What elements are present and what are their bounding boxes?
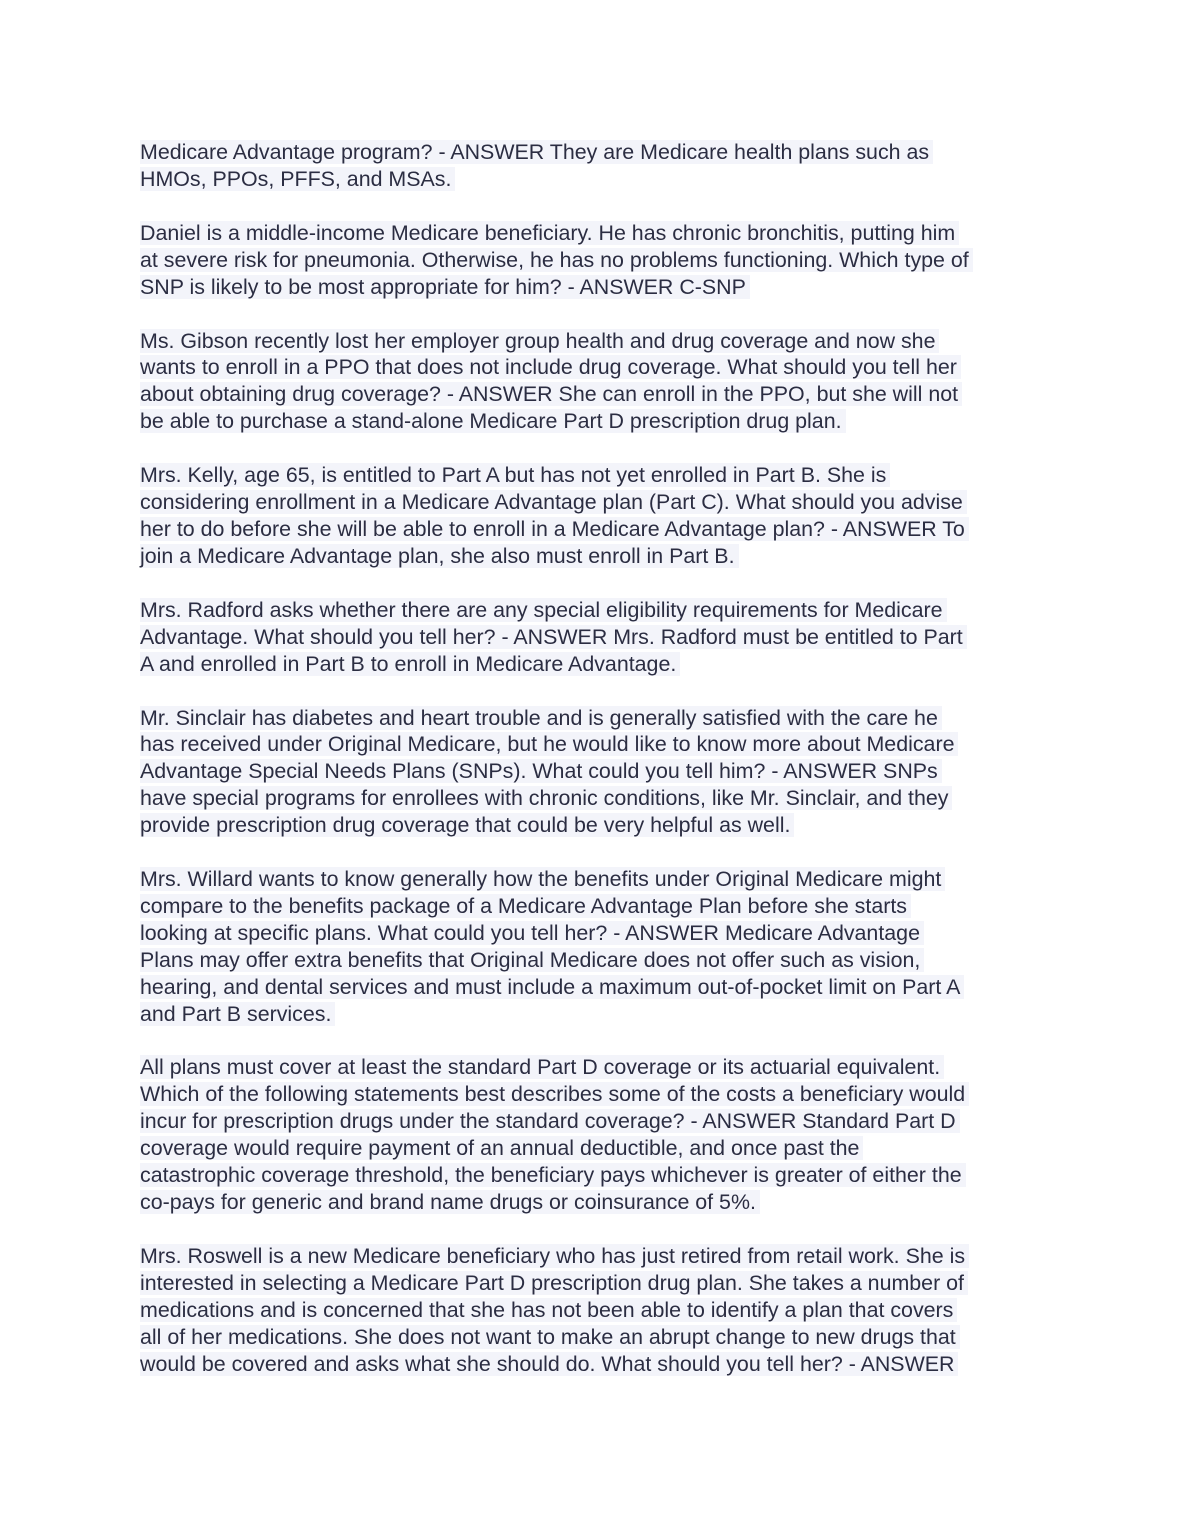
text-line: would be covered and asks what she should do. What should you tell her? - ANSWER — [140, 1352, 958, 1376]
qa-paragraph-9 — [140, 1243, 1048, 1378]
qa-paragraph-8 — [140, 1054, 1048, 1215]
text-line: Ms. Gibson recently lost her employer group health and drug coverage and now she — [140, 329, 939, 353]
text-line: hearing, and dental services and must include a maximum out-of-pocket limit on Part A — [140, 975, 964, 999]
text-line: wants to enroll in a PPO that does not include drug coverage. What should you tell her — [140, 355, 961, 379]
text-line: All plans must cover at least the standard Part D coverage or its actuarial equivalent. — [140, 1055, 944, 1079]
text-line: Mr. Sinclair has diabetes and heart trouble and is generally satisfied with the care he — [140, 706, 942, 730]
text-line: Mrs. Roswell is a new Medicare beneficiary who has just retired from retail work. She is — [140, 1244, 969, 1268]
text-line: considering enrollment in a Medicare Advantage plan (Part C). What should you advise — [140, 490, 967, 514]
qa-paragraph-3 — [140, 328, 1048, 436]
qa-paragraph-7 — [140, 866, 1048, 1027]
text-line: Advantage. What should you tell her? - ANSWER Mrs. Radford must be entitled to Part — [140, 625, 967, 649]
text-line: coverage would require payment of an annual deductible, and once past the — [140, 1136, 863, 1160]
text-line: incur for prescription drugs under the standard coverage? - ANSWER Standard Part D — [140, 1109, 960, 1133]
text-line: Medicare Advantage program? - ANSWER They are Medicare health plans such as — [140, 140, 933, 164]
text-line: catastrophic coverage threshold, the beneficiary pays whichever is greater of either the — [140, 1163, 966, 1187]
text-line: has received under Original Medicare, but he would like to know more about Medicare — [140, 732, 958, 756]
text-line: and Part B services. — [140, 1002, 335, 1026]
text-line: interested in selecting a Medicare Part D prescription drug plan. She takes a number of — [140, 1271, 968, 1295]
text-line: HMOs, PPOs, PFFS, and MSAs. — [140, 167, 455, 191]
text-line: join a Medicare Advantage plan, she also must enroll in Part B. — [140, 544, 739, 568]
text-line: be able to purchase a stand-alone Medicare Part D prescription drug plan. — [140, 409, 846, 433]
text-line: Advantage Special Needs Plans (SNPs). What could you tell him? - ANSWER SNPs — [140, 759, 942, 783]
text-line: looking at specific plans. What could you tell her? - ANSWER Medicare Advantage — [140, 921, 924, 945]
text-line: Which of the following statements best describes some of the costs a beneficiary would — [140, 1082, 969, 1106]
text-line: at severe risk for pneumonia. Otherwise, he has no problems functioning. Which type of — [140, 248, 973, 272]
text-line: SNP is likely to be most appropriate for him? - ANSWER C-SNP — [140, 275, 750, 299]
text-line: Mrs. Kelly, age 65, is entitled to Part A but has not yet enrolled in Part B. She is — [140, 463, 890, 487]
qa-paragraph-4 — [140, 462, 1048, 570]
text-line: about obtaining drug coverage? - ANSWER She can enroll in the PPO, but she will not — [140, 382, 962, 406]
qa-paragraph-1 — [140, 139, 1048, 193]
text-line: Daniel is a middle-income Medicare beneficiary. He has chronic bronchitis, putting him — [140, 221, 959, 245]
text-line: co-pays for generic and brand name drugs or coinsurance of 5%. — [140, 1190, 760, 1214]
document-body — [140, 139, 1048, 1404]
text-line: have special programs for enrollees with chronic conditions, like Mr. Sinclair, and they — [140, 786, 952, 810]
text-line: medications and is concerned that she has not been able to identify a plan that covers — [140, 1298, 957, 1322]
text-line: all of her medications. She does not want to make an abrupt change to new drugs that — [140, 1325, 960, 1349]
text-line: Plans may offer extra benefits that Original Medicare does not offer such as vision, — [140, 948, 924, 972]
qa-paragraph-6 — [140, 705, 1048, 840]
text-line: Mrs. Radford asks whether there are any special eligibility requirements for Medicare — [140, 598, 947, 622]
qa-paragraph-2 — [140, 220, 1048, 301]
text-line: provide prescription drug coverage that could be very helpful as well. — [140, 813, 794, 837]
text-line: Mrs. Willard wants to know generally how the benefits under Original Medicare might — [140, 867, 945, 891]
text-line: compare to the benefits package of a Medicare Advantage Plan before she starts — [140, 894, 911, 918]
text-line: A and enrolled in Part B to enroll in Medicare Advantage. — [140, 652, 680, 676]
text-line: her to do before she will be able to enroll in a Medicare Advantage plan? - ANSWER To — [140, 517, 969, 541]
qa-paragraph-5 — [140, 597, 1048, 678]
